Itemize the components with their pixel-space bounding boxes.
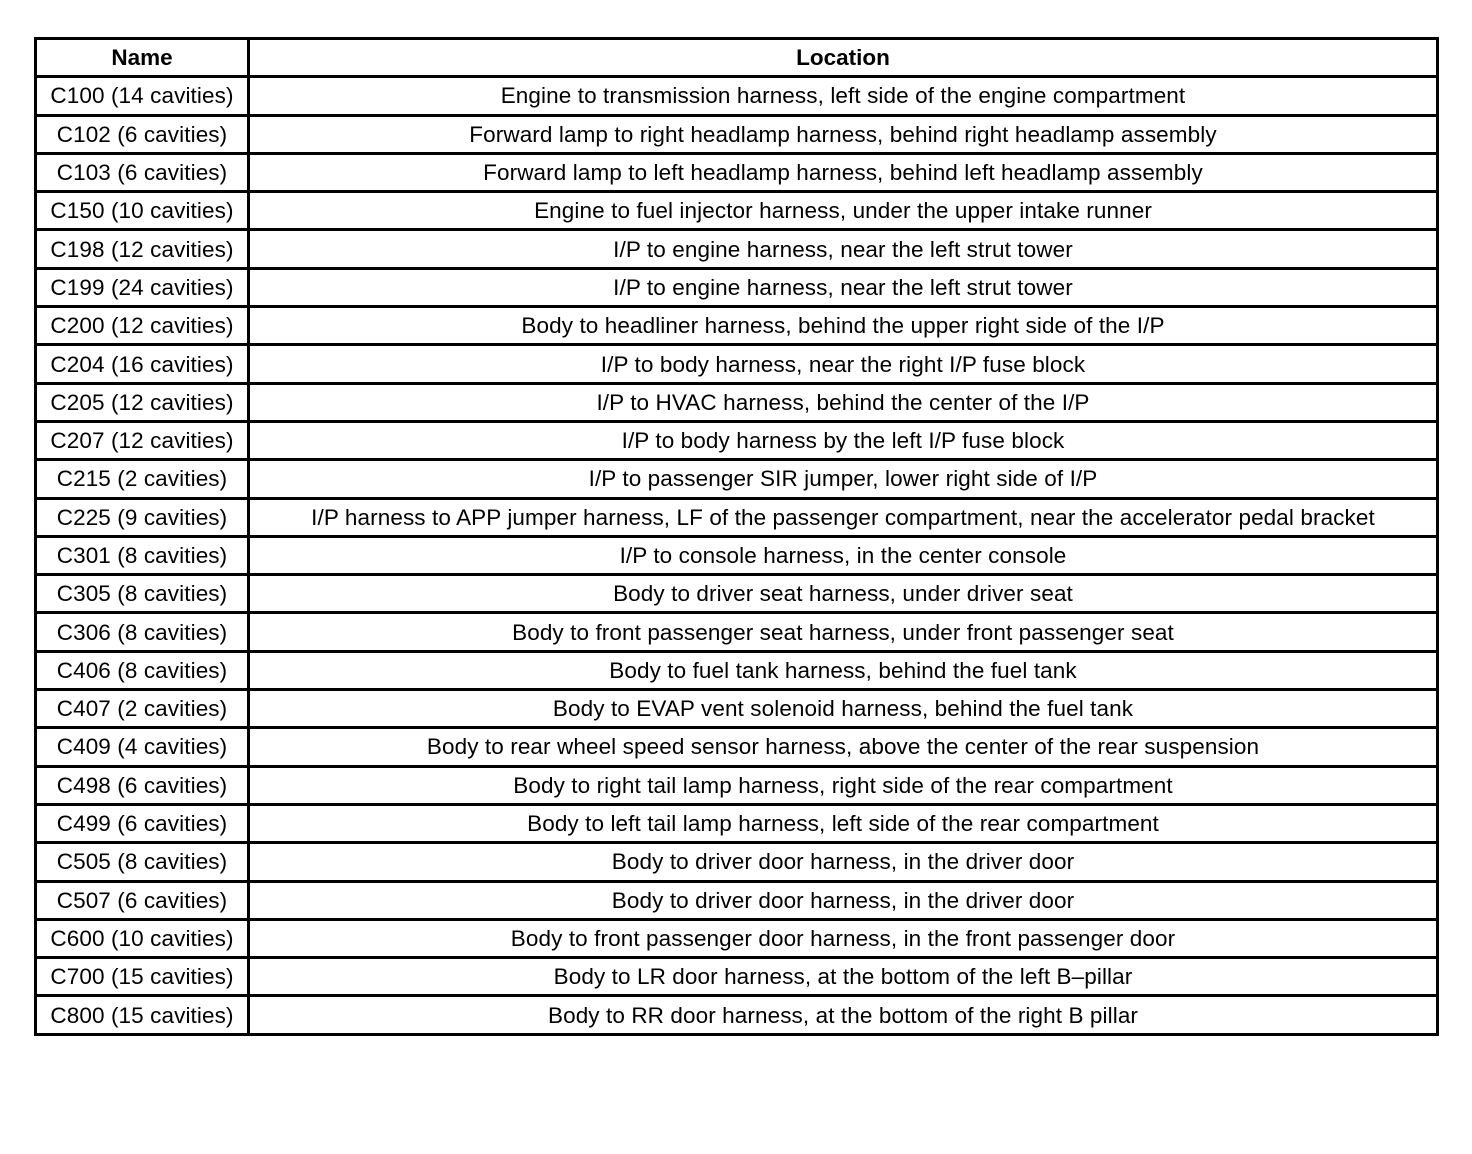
connector-location-cell: Body to left tail lamp harness, left side of the rear compartment [249,804,1438,842]
table-row [36,996,1438,1034]
table-row [36,383,1438,421]
connector-location-cell: I/P to console harness, in the center console [249,536,1438,574]
table-row [36,728,1438,766]
connector-name-cell: C198 (12 cavities) [36,230,249,268]
connector-name-cell: C150 (10 cavities) [36,192,249,230]
connector-name-cell: C800 (15 cavities) [36,996,249,1034]
connector-location-cell: Body to driver door harness, in the driver door [249,881,1438,919]
table-row [36,230,1438,268]
connector-location-cell: I/P harness to APP jumper harness, LF of the passenger compartment, near the accelerator pedal bracket [249,498,1438,536]
header-name: Name [36,39,249,77]
table-row [36,804,1438,842]
table-row [36,153,1438,191]
connector-location-cell: I/P to passenger SIR jumper, lower right side of I/P [249,460,1438,498]
connector-name-cell: C102 (6 cavities) [36,115,249,153]
connector-location-cell: Body to EVAP vent solenoid harness, behind the fuel tank [249,690,1438,728]
connector-name-cell: C207 (12 cavities) [36,421,249,459]
table-row [36,115,1438,153]
connector-location-cell: Engine to transmission harness, left side of the engine compartment [249,77,1438,115]
connector-location-cell: Body to fuel tank harness, behind the fuel tank [249,651,1438,689]
table-row [36,498,1438,536]
connector-name-cell: C700 (15 cavities) [36,958,249,996]
connector-name-cell: C301 (8 cavities) [36,536,249,574]
connector-name-cell: C199 (24 cavities) [36,268,249,306]
table-row [36,421,1438,459]
connector-location-cell: Body to front passenger door harness, in the front passenger door [249,919,1438,957]
connector-location-cell: Body to LR door harness, at the bottom of the left B–pillar [249,958,1438,996]
connector-location-cell: Body to right tail lamp harness, right side of the rear compartment [249,766,1438,804]
table-row [36,268,1438,306]
connector-location-cell: Body to headliner harness, behind the upper right side of the I/P [249,307,1438,345]
connector-name-cell: C200 (12 cavities) [36,307,249,345]
table-row [36,536,1438,574]
connector-name-cell: C225 (9 cavities) [36,498,249,536]
connector-name-cell: C103 (6 cavities) [36,153,249,191]
connector-location-cell: Body to front passenger seat harness, under front passenger seat [249,613,1438,651]
table-row [36,958,1438,996]
connector-name-cell: C205 (12 cavities) [36,383,249,421]
connector-name-cell: C305 (8 cavities) [36,575,249,613]
table-row [36,307,1438,345]
connector-location-cell: Body to RR door harness, at the bottom of the right B pillar [249,996,1438,1034]
connector-name-cell: C499 (6 cavities) [36,804,249,842]
connector-location-cell: Body to driver seat harness, under driver seat [249,575,1438,613]
header-row [36,39,1438,77]
connector-location-cell: I/P to body harness, near the right I/P fuse block [249,345,1438,383]
table-row [36,919,1438,957]
table-row [36,690,1438,728]
connector-name-cell: C406 (8 cavities) [36,651,249,689]
connector-location-cell: Forward lamp to right headlamp harness, behind right headlamp assembly [249,115,1438,153]
connector-name-cell: C306 (8 cavities) [36,613,249,651]
connector-name-cell: C215 (2 cavities) [36,460,249,498]
connector-name-cell: C498 (6 cavities) [36,766,249,804]
connector-name-cell: C600 (10 cavities) [36,919,249,957]
connector-name-cell: C409 (4 cavities) [36,728,249,766]
header-location: Location [249,39,1438,77]
connector-location-cell: I/P to engine harness, near the left strut tower [249,268,1438,306]
connector-location-cell: I/P to body harness by the left I/P fuse block [249,421,1438,459]
table-row [36,192,1438,230]
table-row [36,881,1438,919]
connector-name-cell: C100 (14 cavities) [36,77,249,115]
connector-name-cell: C407 (2 cavities) [36,690,249,728]
table-row [36,613,1438,651]
table-row [36,345,1438,383]
connector-location-cell: Engine to fuel injector harness, under the upper intake runner [249,192,1438,230]
connector-name-cell: C505 (8 cavities) [36,843,249,881]
table-row [36,460,1438,498]
connector-name-cell: C507 (6 cavities) [36,881,249,919]
table-row [36,766,1438,804]
table-row [36,843,1438,881]
table-row [36,575,1438,613]
connector-location-cell: Body to rear wheel speed sensor harness, above the center of the rear suspension [249,728,1438,766]
table-row [36,77,1438,115]
connector-location-cell: I/P to engine harness, near the left strut tower [249,230,1438,268]
table-body [36,77,1438,1034]
connector-location-cell: Forward lamp to left headlamp harness, behind left headlamp assembly [249,153,1438,191]
connector-location-cell: I/P to HVAC harness, behind the center of the I/P [249,383,1438,421]
connector-location-cell: Body to driver door harness, in the driver door [249,843,1438,881]
table-row [36,651,1438,689]
connector-location-table [34,37,1439,1036]
connector-name-cell: C204 (16 cavities) [36,345,249,383]
